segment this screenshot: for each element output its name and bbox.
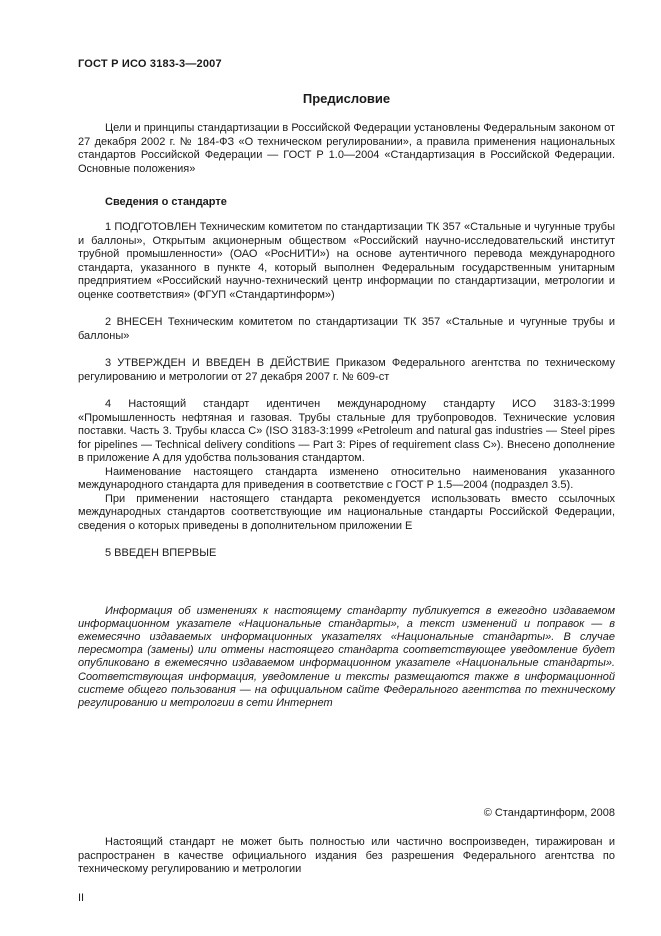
info-item-4-name-change-note: Наименование настоящего стандарта изменено относительно наименования указанного международного стандарта для приведения в соответствие с ГОСТ Р 1.5—2004 (подраздел 3.5). [78,465,615,491]
copyright-notice: © Стандартинформ, 2008 [483,807,615,820]
info-item-4-identical: 4 Настоящий стандарт идентичен международному стандарту ИСО 3183-3:1999 «Промышленность нефтяная и газовая. Трубы стальные для трубопроводов. Технические условия поставки. Часть 3. Трубы класса С» (ISO 3183-3:1999 «Petroleum and natural gas industries — Steel pipes for pipelines — Technical delivery conditions — Part 3: Pipes of requirement class C»). Внесено дополнение в приложение А для удобства пользования стандартом. [78,398,615,464]
page-number: II [78,891,85,904]
page-title: Предисловие [302,91,391,106]
info-item-3-approved: 3 УТВЕРЖДЕН И ВВЕДЕН В ДЕЙСТВИЕ Приказом Федерального агентства по техническому регулированию и метрологии от 27 декабря 2007 г. № 609-ст [78,357,615,383]
reproduction-restriction: Настоящий стандарт не может быть полностью или частично воспроизведен, тиражирован и распространен в качестве официального издания без разрешения Федерального агентства по техническому регулированию и метрологии [78,836,615,876]
info-item-4-references-note: При применении настоящего стандарта рекомендуется использовать вместо ссылочных международных стандартов соответствующие им национальные стандарты Российской Федерации, сведения о которых приведены в дополнительном приложении Е [78,492,615,532]
info-item-5-first-introduced: 5 ВВЕДЕН ВПЕРВЫЕ [105,547,217,559]
info-item-2-submitted: 2 ВНЕСЕН Техническим комитетом по стандартизации ТК 357 «Стальные и чугунные трубы и баллоны» [78,316,615,342]
standard-info-heading: Сведения о стандарте [105,196,227,208]
preamble-paragraph: Цели и принципы стандартизации в Российской Федерации установлены Федеральным законом от 27 декабря 2002 г. № 184-ФЗ «О техническом регулировании», а правила применения национальных стандартов Российской Федерации — ГОСТ Р 1.0—2004 «Стандартизация в Российской Федерации. Основные положения» [78,122,615,175]
info-item-1-prepared: 1 ПОДГОТОВЛЕН Техническим комитетом по стандартизации ТК 357 «Стальные и чугунные трубы и баллоны», Открытым акционерным обществом «Российский научно-исследовательский институт трубной промышленности» (ОАО «РосНИТИ») на основе аутентичного перевода международного стандарта, указанного в пункте 4, который выполнен Федеральным государственным унитарным предприятием «Российский научно-технический центр информации по стандартизации, метрологии и оценке соответствия» (ФГУП «Стандартинформ») [78,221,615,301]
document-code: ГОСТ Р ИСО 3183-3—2007 [78,58,222,70]
publication-notice: Информация об изменениях к настоящему стандарту публикуется в ежегодно издаваемом информационном указателе «Национальные стандарты», а текст изменений и поправок — в ежемесячно издаваемых информационных указателях «Национальные стандарты». В случае пересмотра (замены) или отмены настоящего стандарта соответствующее уведомление будет опубликовано в ежемесячно издаваемом информационном указателе «Национальные стандарты». Соответствующая информация, уведомление и тексты размещаются также в информационной системе общего пользования — на официальном сайте Федерального агентства по техническому регулированию и метрологии в сети Интернет [78,604,615,709]
